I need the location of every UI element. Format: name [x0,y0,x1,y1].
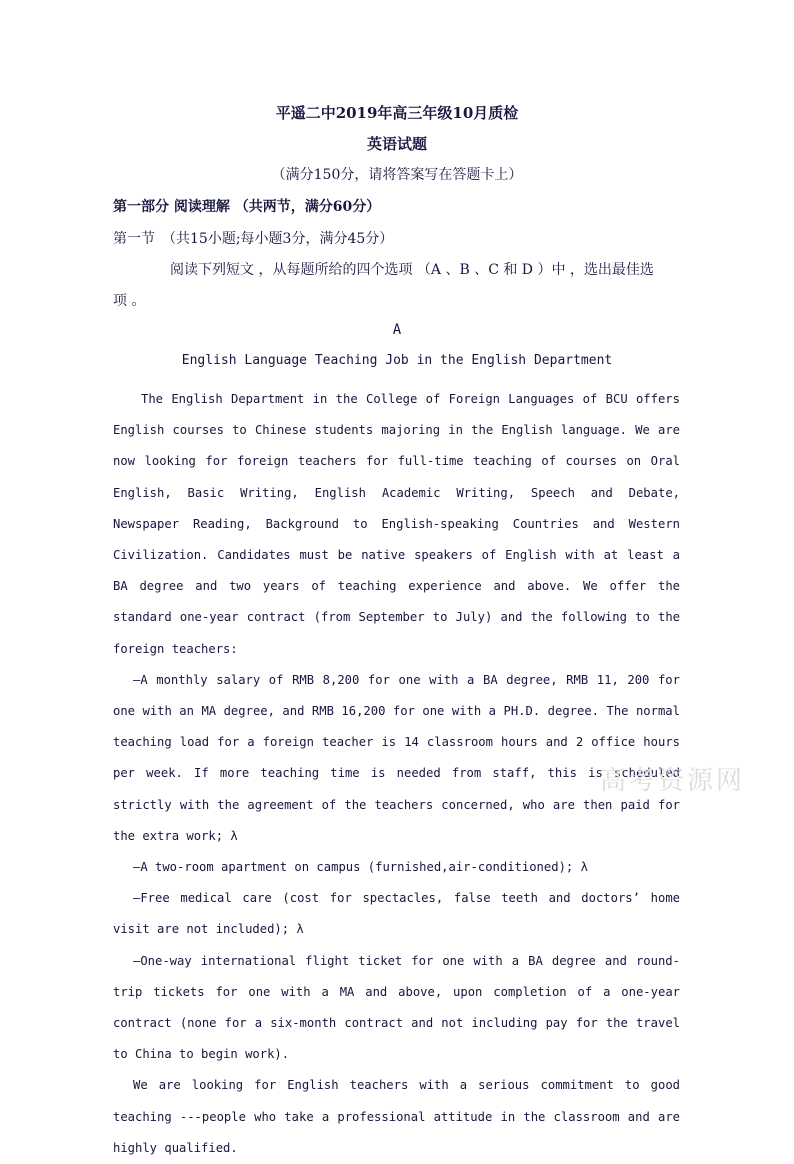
passage-letter: A [392,322,402,338]
benefit-salary: —A monthly salary of RMB 8,200 for one with a BA degree, RMB 11, 200 for one with an MA degree, and RMB 16,200 for one with a PH.D. degree. The normal teaching load for a foreign teacher is 14 classroom hours and 2 office hours per week. If more teaching time is needed from staff, this is scheduled strictly with the agreement of the teachers concerned, who are then paid for the extra work; λ [113,672,680,843]
part-heading: 第一部分 阅读理解 （共两节，满分60分） [113,199,381,215]
passage-body [113,384,680,1164]
instruction-line-2: 项 。 [113,293,146,309]
passage-paragraph: The English Department in the College of Foreign Languages of BCU offers English courses to Chinese students majoring in the English language. We are now looking for foreign teachers for full-time teaching of courses on Oral English, Basic Writing, English Academic Writing, Speech and Debate, Newspaper Reading, Background to English-speaking Countries and Western Civilization. Candidates must be native speakers of English with at least a BA degree and two years of teaching experience and above. We offer the standard one-year contract (from September to July) and the following to the foreign teachers: [113,392,680,656]
exam-note: （满分150分，请将答案写在答题卡上） [271,167,523,183]
exam-subject: 英语试题 [366,135,427,153]
benefit-flight: —One-way international flight ticket for one with a BA degree and round-trip tickets for one with a MA and above, upon completion of a one-year contract (none for a six-month contract and not including pay for the travel to China to begin work). [113,953,680,1062]
benefit-apartment: —A two-room apartment on campus (furnished,air-conditioned); λ [133,860,588,875]
passage-title: English Language Teaching Job in the English Department [181,353,613,368]
instruction-line-1: 阅读下列短文 ，从每题所给的四个选项 （A 、B 、C 和 D ）中 ，选出最佳选 [170,262,654,278]
benefit-medical: —Free medical care (cost for spectacles, false teeth and doctors’ home visit are not included); λ [113,891,680,937]
exam-title: 平遥二中2019年高三年级10月质检 [275,104,519,122]
watermark: 高考资源网 [600,766,746,796]
section-heading: 第一节 （共15小题;每小题3分，满分45分） [113,231,394,247]
passage-closing: We are looking for English teachers with a serious commitment to good teaching ---people who take a professional attitude in the classroom and are highly qualified. [113,1078,680,1155]
